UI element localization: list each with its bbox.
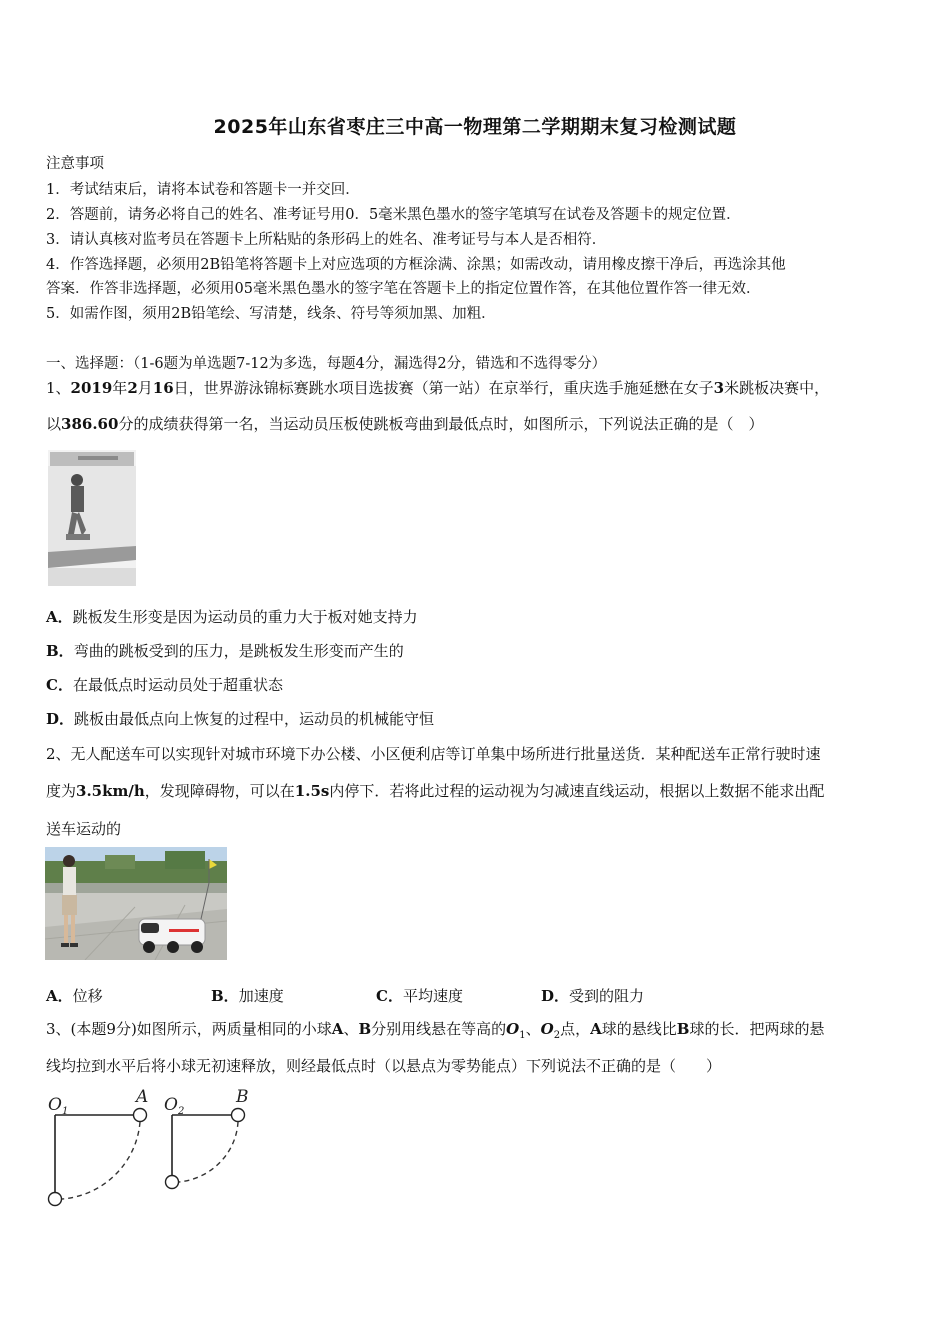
b-label: B	[236, 1087, 249, 1107]
ball-b-start	[232, 1109, 245, 1122]
q2-option-a[interactable]: A．位移	[46, 987, 103, 1005]
q2-line-1: 2、无人配送车可以实现针对城市环境下办公楼、小区便利店等订单集中场所进行批量送货．某种配送车正常行驶时速	[46, 745, 821, 763]
ball-a-bottom	[49, 1193, 62, 1206]
notice-item-4: 4．作答选择题，必须用2B铅笔将答题卡上对应选项的方框涂满、涂黑；如需改动，请用橡皮擦干净后，再选涂其他	[46, 257, 786, 273]
q1-option-d[interactable]: D．跳板由最低点向上恢复的过程中，运动员的机械能守恒	[46, 710, 435, 728]
notice-item-2: 2．答题前，请务必将自己的姓名、准考证号用0．5毫米黑色墨水的签字笔填写在试卷及答题卡的规定位置．	[46, 207, 741, 223]
q2-line-2: 度为3.5km/h，发现障碍物，可以在1.5s内停下．若将此过程的运动视为匀减速直线运动，根据以上数据不能求出配	[46, 782, 825, 800]
path-b	[179, 1122, 238, 1182]
ball-a-start	[134, 1109, 147, 1122]
notice-item-4-cont: 答案．作答非选择题，必须用05毫米黑色墨水的签字笔在答题卡上的指定位置作答，在其他位置作答一律无效．	[46, 281, 761, 297]
q1-line-1: 1、2019年2月16日，世界游泳锦标赛跳水项目选拔赛（第一站）在京举行，重庆选手施延懋在女子3米跳板决赛中，	[46, 379, 830, 397]
ball-b-bottom	[166, 1176, 179, 1189]
notice-item-1: 1．考试结束后，请将本试卷和答题卡一并交回．	[46, 182, 360, 198]
page-title: 2025年山东省枣庄三中高一物理第二学期期末复习检测试题	[213, 116, 737, 138]
q2-option-b[interactable]: B．加速度	[211, 987, 284, 1005]
section-heading: 一、选择题：（1-6题为单选题7-12为多选，每题4分，漏选得2分，错选和不选得零分）	[46, 356, 607, 372]
o1-label: $O_1$	[48, 1095, 69, 1117]
q1-option-c[interactable]: C．在最低点时运动员处于超重状态	[46, 676, 283, 694]
notice-item-3: 3．请认真核对监考员在答题卡上所粘贴的条形码上的姓名、准考证号与本人是否相符．	[46, 232, 607, 248]
notice-item-5: 5．如需作图，须用2B铅笔绘、写清楚，线条、符号等须加黑、加粗．	[46, 306, 496, 322]
q2-option-d[interactable]: D．受到的阻力	[541, 987, 645, 1005]
q2-line-3: 送车运动的	[46, 820, 122, 838]
q3-line-2: 线均拉到水平后将小球无初速释放，则经最低点时（以悬点为零势能点）下列说法不正确的是（ ）	[46, 1057, 722, 1075]
q1-line-2: 以386.60分的成绩获得第一名，当运动员压板使跳板弯曲到最低点时，如图所示，下列说法正确的是（ ）	[46, 415, 764, 433]
o2-label: $O_2$	[164, 1095, 185, 1117]
q2-option-c[interactable]: C．平均速度	[376, 987, 463, 1005]
diver-photo	[48, 450, 136, 586]
a-label: A	[136, 1087, 149, 1107]
notice-heading: 注意事项	[46, 156, 104, 172]
delivery-robot-photo	[45, 847, 227, 960]
path-a	[62, 1122, 140, 1199]
pendulum-diagram	[42, 1084, 262, 1214]
q1-option-a[interactable]: A．跳板发生形变是因为运动员的重力大于板对她支持力	[46, 608, 418, 626]
q3-line-1: 3、(本题9分)如图所示，两质量相同的小球A、B分别用线悬在等高的$O_1$、$O_2$点，A球的悬线比B球的长．把两球的悬	[46, 1020, 825, 1041]
q1-option-b[interactable]: B．弯曲的跳板受到的压力，是跳板发生形变而产生的	[46, 642, 404, 660]
